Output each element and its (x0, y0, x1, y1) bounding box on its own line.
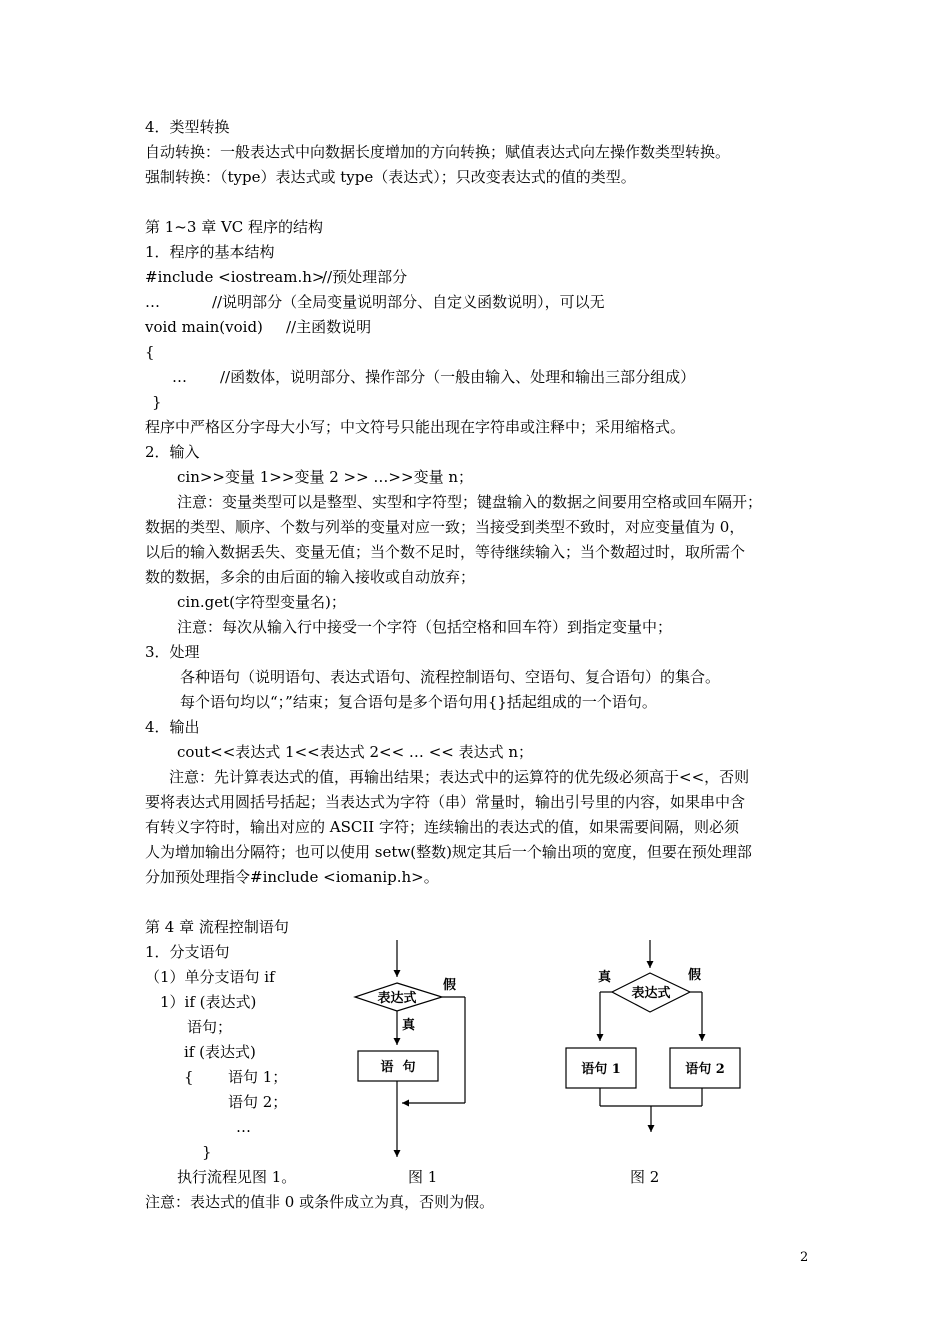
fig1-false-label: 假 (443, 978, 457, 993)
heading-basic-structure: 1．程序的基本结构 (145, 243, 275, 261)
if-form-2-brace-close: } (202, 1143, 212, 1161)
fig2-condition-label: 表达式 (631, 986, 671, 1001)
figure-2-caption: 图 2 (630, 1168, 660, 1186)
figure-1-svg (350, 935, 475, 1165)
comment-include: //预处理部分 (322, 268, 408, 286)
fig1-statement-label: 语 句 (380, 1060, 416, 1075)
heading-input: 2．输入 (145, 443, 200, 461)
heading-processing: 3．处理 (145, 643, 200, 661)
comment-body: //函数体，说明部分、操作部分（一般由输入、处理和输出三部分组成） (220, 368, 696, 386)
forced-conversion-text: 强制转换：（type）表达式或 type（表达式）；只改变表达式的值的类型。 (145, 168, 636, 186)
if-form-2-brace-open: { (184, 1068, 194, 1086)
fig2-false-label: 假 (688, 968, 702, 983)
figure-2-svg (560, 935, 750, 1140)
brace-close: } (152, 393, 162, 411)
body-ellipsis: … (172, 368, 187, 386)
if-form-2: if (表达式) (184, 1043, 256, 1061)
cout-syntax: cout<<表达式 1<<表达式 2<< … << 表达式 n； (177, 743, 534, 761)
if-form-2-statement-2: 语句 2； (228, 1093, 288, 1111)
truth-note: 注意：表达式的值非 0 或条件成立为真，否则为假。 (145, 1193, 495, 1211)
figure-1-caption: 图 1 (408, 1168, 438, 1186)
page-number: 2 (800, 1250, 809, 1265)
cout-note-line: 人为增加输出分隔符；也可以使用 setw(整数)规定其后一个输出项的宽度，但要在预处理部 (145, 843, 752, 861)
code-main: void main(void) (145, 318, 263, 336)
code-ellipsis: … (145, 293, 160, 311)
cout-note-line: 注意：先计算表达式的值，再输出结果；表达式中的运算符的优先级必须高于<<，否则 (169, 768, 750, 786)
figure-1-flowchart (350, 935, 475, 1165)
if-form-1: 1）if (表达式) (160, 993, 257, 1011)
fig1-true-label: 真 (402, 1018, 416, 1033)
auto-conversion-text: 自动转换：一般表达式中向数据长度增加的方向转换；赋值表达式向左操作数类型转换。 (145, 143, 731, 161)
fig2-true-label: 真 (598, 970, 612, 985)
cin-note-line: 数的数据，多余的由后面的输入接收或自动放弃； (145, 568, 476, 586)
heading-type-conversion: 4．类型转换 (145, 118, 230, 136)
flow-reference: 执行流程见图 1。 (177, 1168, 297, 1186)
brace-open: { (145, 343, 155, 361)
comment-main: //主函数说明 (286, 318, 372, 336)
cin-get-syntax: cin.get(字符型变量名)； (177, 593, 346, 611)
cin-get-note: 注意：每次从输入行中接受一个字符（包括空格和回车符）到指定变量中； (177, 618, 673, 636)
heading-branch: 1．分支语句 (145, 943, 230, 961)
chapter-4-title: 第 4 章 流程控制语句 (145, 918, 289, 936)
comment-declaration: //说明部分（全局变量说明部分、自定义函数说明），可以无 (212, 293, 605, 311)
cin-syntax: cin>>变量 1>>变量 2 >> …>>变量 n； (177, 468, 473, 486)
processing-text-1: 各种语句（说明语句、表达式语句、流程控制语句、空语句、复合语句）的集合。 (180, 668, 721, 686)
figure-2-flowchart (560, 935, 750, 1140)
cout-note-line: 有转义字符时，输出对应的 ASCII 字符；连续输出的表达式的值，如果需要间隔，则必须 (145, 818, 739, 836)
fig2-statement-1-label: 语句 1 (581, 1062, 621, 1077)
chapter-1-3-title: 第 1~3 章 VC 程序的结构 (145, 218, 324, 236)
if-form-2-statement-1: 语句 1； (228, 1068, 288, 1086)
cin-note-line: 以后的输入数据丢失、变量无值；当个数不足时，等待继续输入；当个数超过时，取所需个 (145, 543, 746, 561)
fig2-statement-2-label: 语句 2 (685, 1062, 725, 1077)
fig1-condition-label: 表达式 (377, 991, 417, 1006)
if-form-1-statement: 语句； (187, 1018, 233, 1036)
single-branch-if: （1）单分支语句 if (145, 968, 275, 986)
cout-note-line: 要将表达式用圆括号括起；当表达式为字符（串）常量时，输出引号里的内容，如果串中含 (145, 793, 746, 811)
code-include: #include <iostream.h> (145, 268, 325, 286)
if-form-2-ellipsis: … (236, 1118, 251, 1136)
processing-text-2: 每个语句均以“；”结束；复合语句是多个语句用{}括起组成的一个语句。 (180, 693, 657, 711)
note-case-sensitivity: 程序中严格区分字母大小写；中文符号只能出现在字符串或注释中；采用缩格式。 (145, 418, 686, 436)
cin-note-line: 数据的类型、顺序、个数与列举的变量对应一致；当接受到类型不致时，对应变量值为 0， (145, 518, 745, 536)
cout-note-line: 分加预处理指令#include <iomanip.h>。 (145, 868, 439, 886)
heading-output: 4．输出 (145, 718, 200, 736)
cin-note-line: 注意：变量类型可以是整型、实型和字符型；键盘输入的数据之间要用空格或回车隔开； (177, 493, 763, 511)
